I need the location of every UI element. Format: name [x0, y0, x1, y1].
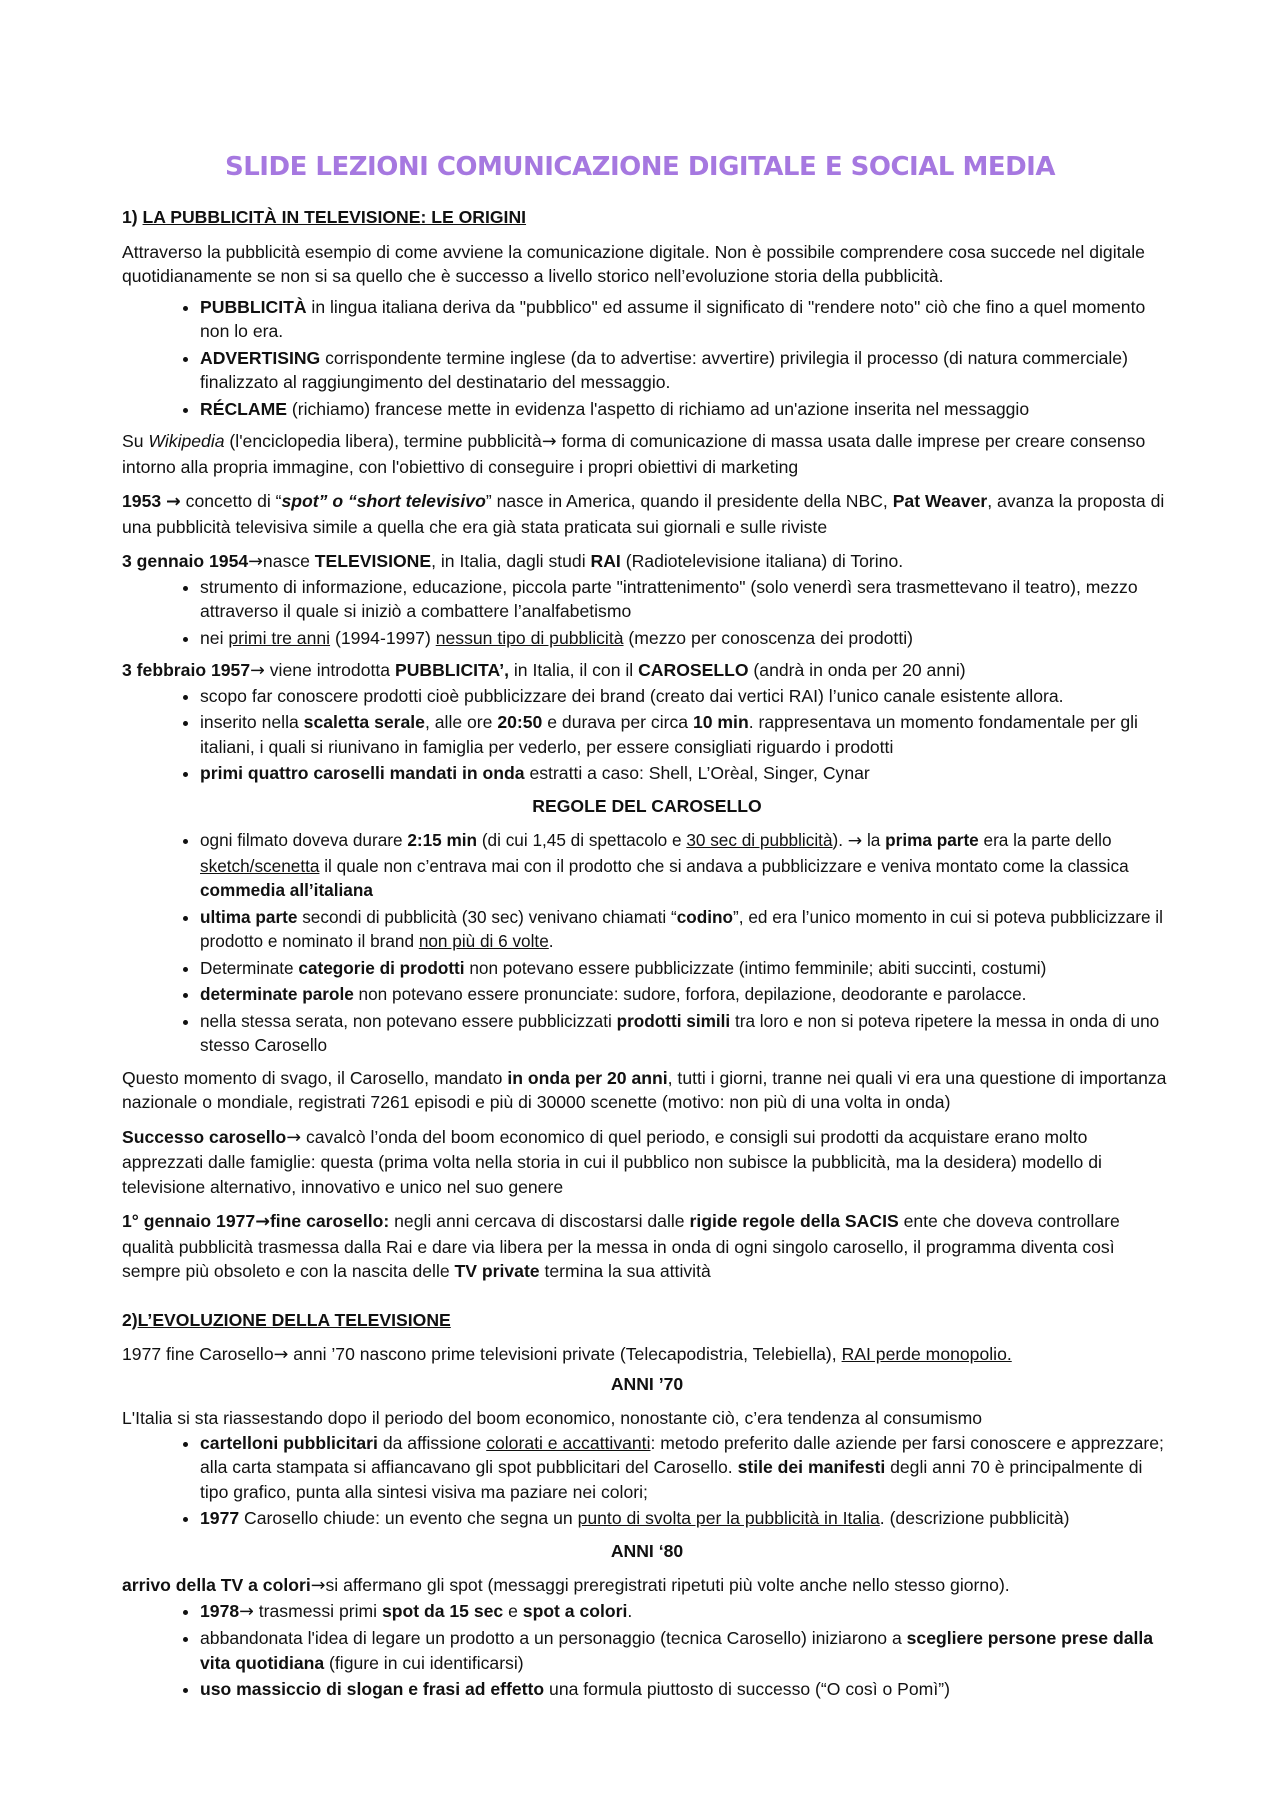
- list-item: • 1978→ trasmessi primi spot da 15 sec e spot a colori.: [200, 1599, 1172, 1625]
- momento-paragraph: Questo momento di svago, il Carosello, mandato in onda per 20 anni, tutti i giorni, tranne nei quali vi era una questione di importanza nazionale o mondiale, registrati 7261 episodi e più di 30000 scenette (motivo: non più di una volta in onda): [122, 1067, 1167, 1112]
- list-item: • primi quattro caroselli mandati in onda estratti a caso: Shell, L’Orèal, Singer, Cynar: [200, 761, 1172, 786]
- section-1-heading: [122, 205, 1172, 230]
- anni80-list: [122, 1599, 1172, 1702]
- successo-paragraph: Successo carosello→ cavalcò l’onda del boom economico di quel periodo, e consigli sui prodotti da acquistare erano molto apprezzati dalle famiglie: questa (prima volta nella storia in cui il pubblico non subisce la pubblicità, ma la desidera) modello di televisione alternativo, innovativo e unico nel suo genere: [122, 1126, 1102, 1197]
- list-item: • Determinate categorie di prodotti non potevano essere pubblicizzate (intimo femminile; abiti succinti, costumi): [200, 956, 1172, 981]
- arrow-icon: →: [273, 1345, 289, 1365]
- paragraph-1954: 3 gennaio 1954→nasce TELEVISIONE, in Italia, dagli studi RAI (Radiotelevisione italiana) di Torino.: [122, 551, 904, 572]
- arrow-icon: →: [248, 552, 263, 572]
- list-item: • nella stessa serata, non potevano essere pubblicizzati prodotti simili tra loro e non si poteva ripetere la messa in onda di uno stesso Carosello: [200, 1009, 1172, 1058]
- anni80-heading: ANNI ‘80: [610, 1540, 684, 1561]
- anni70-intro: L'Italia si sta riassestando dopo il periodo del boom economico, nonostante ciò, c’era tendenza al consumismo: [122, 1408, 983, 1428]
- arrow-icon: →: [541, 432, 557, 452]
- section-title: L’EVOLUZIONE DELLA TELEVISIONE: [137, 1309, 451, 1330]
- list-item: • strumento di informazione, educazione, piccola parte "intrattenimento" (solo venerdì sera trasmettevano il teatro), mezzo attraverso il quale si iniziò a combattere l’analfabetismo: [200, 575, 1172, 624]
- list-item: • cartelloni pubblicitari da affissione colorati e accattivanti: metodo preferito dalle aziende per farsi conoscere e apprezzare; alla carta stampata si affiancavano gli spot pubblicitari del Carosello. stile dei manifesti degli anni 70 è principalmente di tipo grafico, punta alla sintesi visiva ma paziare nei colori;: [200, 1431, 1172, 1505]
- intro-paragraph: Attraverso la pubblicità esempio di come avviene la comunicazione digitale. Non è possibile comprendere cosa succede nel digitale quotidianamente se non si sa quello che è successo a livello storico nell’evoluzione storia della pubblicità.: [122, 241, 1145, 286]
- carosello-end-paragraph: 1977 fine Carosello→ anni ’70 nascono prime televisioni private (Telecapodistria, Telebiella), RAI perde monopolio.: [122, 1344, 1012, 1365]
- section-number: 2): [122, 1309, 138, 1330]
- list-item: • scopo far conoscere prodotti cioè pubblicizzare dei brand (creato dai vertici RAI) l’unico canale esistente allora.: [200, 684, 1172, 709]
- list-item: • ogni filmato doveva durare 2:15 min (di cui 1,45 di spettacolo e 30 sec di pubblicità). → la prima parte era la parte dello sketch/scenetta il quale non c’entrava mai con il prodotto che si andava a pubblicizzare e veniva montato come la classica commedia all’italiana: [200, 828, 1172, 903]
- paragraph-1957: 3 febbraio 1957→ viene introdotta PUBBLICITA’, in Italia, il con il CAROSELLO (andrà in onda per 20 anni): [122, 660, 966, 681]
- list-item: • nei primi tre anni (1994-1997) nessun tipo di pubblicità (mezzo per conoscenza dei prodotti): [200, 626, 1172, 651]
- list-item: • uso massiccio di slogan e frasi ad effetto una formula piuttosto di successo (“O così o Pomì”): [200, 1677, 1172, 1702]
- document-body: [122, 205, 1172, 1710]
- anni70-list: [122, 1431, 1172, 1531]
- list-item: • abbandonata l'idea di legare un prodotto a un personaggio (tecnica Carosello) iniziarono a scegliere persone prese dalla vita quotidiana (figure in cui identificarsi): [200, 1626, 1172, 1675]
- carosello-list: [122, 684, 1172, 786]
- list-item: • RÉCLAME (richiamo) francese mette in evidenza l'aspetto di richiamo ad un'azione inserita nel messaggio: [200, 397, 1172, 422]
- arrow-icon: →: [310, 1576, 326, 1596]
- list-item: • inserito nella scaletta serale, alle ore 20:50 e durava per circa 10 min. rappresentava un momento fondamentale per gli italiani, i quali si riunivano in famiglia per vederlo, per essere consigliati riguardo i prodotti: [200, 710, 1172, 759]
- list-item: • 1977 Carosello chiude: un evento che segna un punto di svolta per la pubblicità in Italia. (descrizione pubblicità): [200, 1506, 1172, 1531]
- definitions-list: [122, 295, 1172, 422]
- arrow-icon: →: [239, 1601, 254, 1622]
- paragraph-1953: 1953 → concetto di “spot” o “short televisivo” nasce in America, quando il presidente della NBC, Pat Weaver, avanza la proposta di una pubblicità televisiva simile a quella che era già stata praticata sui giornali e sulle riviste: [122, 491, 1165, 537]
- arrow-icon: →: [255, 1212, 270, 1232]
- arrow-icon: →: [250, 661, 265, 681]
- list-item: • ADVERTISING corrispondente termine inglese (da to advertise: avvertire) privilegia il processo (di natura commerciale) finalizzato al raggiungimento del destinatario del messaggio.: [200, 346, 1172, 395]
- section-title: LA PUBBLICITÀ IN TELEVISIONE: LE ORIGINI: [142, 207, 527, 227]
- list-item: • determinate parole non potevano essere pronunciate: sudore, forfora, depilazione, deodorante e parolacce.: [200, 982, 1172, 1007]
- wikipedia-paragraph: Su Wikipedia (l'enciclopedia libera), termine pubblicità→ forma di comunicazione di massa usata dalle imprese per creare consenso intorno alla propria immagine, con l'obiettivo di conseguire i propri obiettivi di marketing: [122, 431, 1146, 477]
- arrow-icon: →: [847, 831, 863, 851]
- list-item: • PUBBLICITÀ in lingua italiana deriva da "pubblico" ed assume il significato di "rendere noto" ciò che fino a quel momento non lo era.: [200, 295, 1172, 344]
- arrow-icon: →: [166, 492, 181, 512]
- section-2-heading: [122, 1308, 1172, 1333]
- regole-list: [122, 828, 1172, 1058]
- regole-heading: REGOLE DEL CAROSELLO: [532, 795, 762, 816]
- list-item: • ultima parte secondi di pubblicità (30 sec) venivano chiamati “codino”, ed era l’unico momento in cui si poteva pubblicizzare il prodotto e nominato il brand non più di 6 volte.: [200, 905, 1172, 954]
- tv1954-list: [122, 575, 1172, 651]
- anni80-intro: arrivo della TV a colori→si affermano gli spot (messaggi preregistrati ripetuti più volte anche nello stesso giorno).: [122, 1575, 1010, 1596]
- section-number: 1): [122, 207, 143, 227]
- arrow-icon: →: [286, 1127, 302, 1148]
- fine-carosello-paragraph: 1° gennaio 1977→fine carosello: negli anni cercava di discostarsi dalle rigide regole della SACIS ente che doveva controllare qualità pubblicità trasmessa dalla Rai e dare via libera per la messa in onda di ogni singolo carosello, il programma diventa così sempre più obsoleto e con la nascita delle TV private termina la sua attività: [122, 1211, 1120, 1281]
- anni70-heading: ANNI ’70: [610, 1373, 684, 1394]
- document-title: SLIDE LEZIONI COMUNICAZIONE DIGITALE E SOCIAL MEDIA: [225, 152, 1055, 182]
